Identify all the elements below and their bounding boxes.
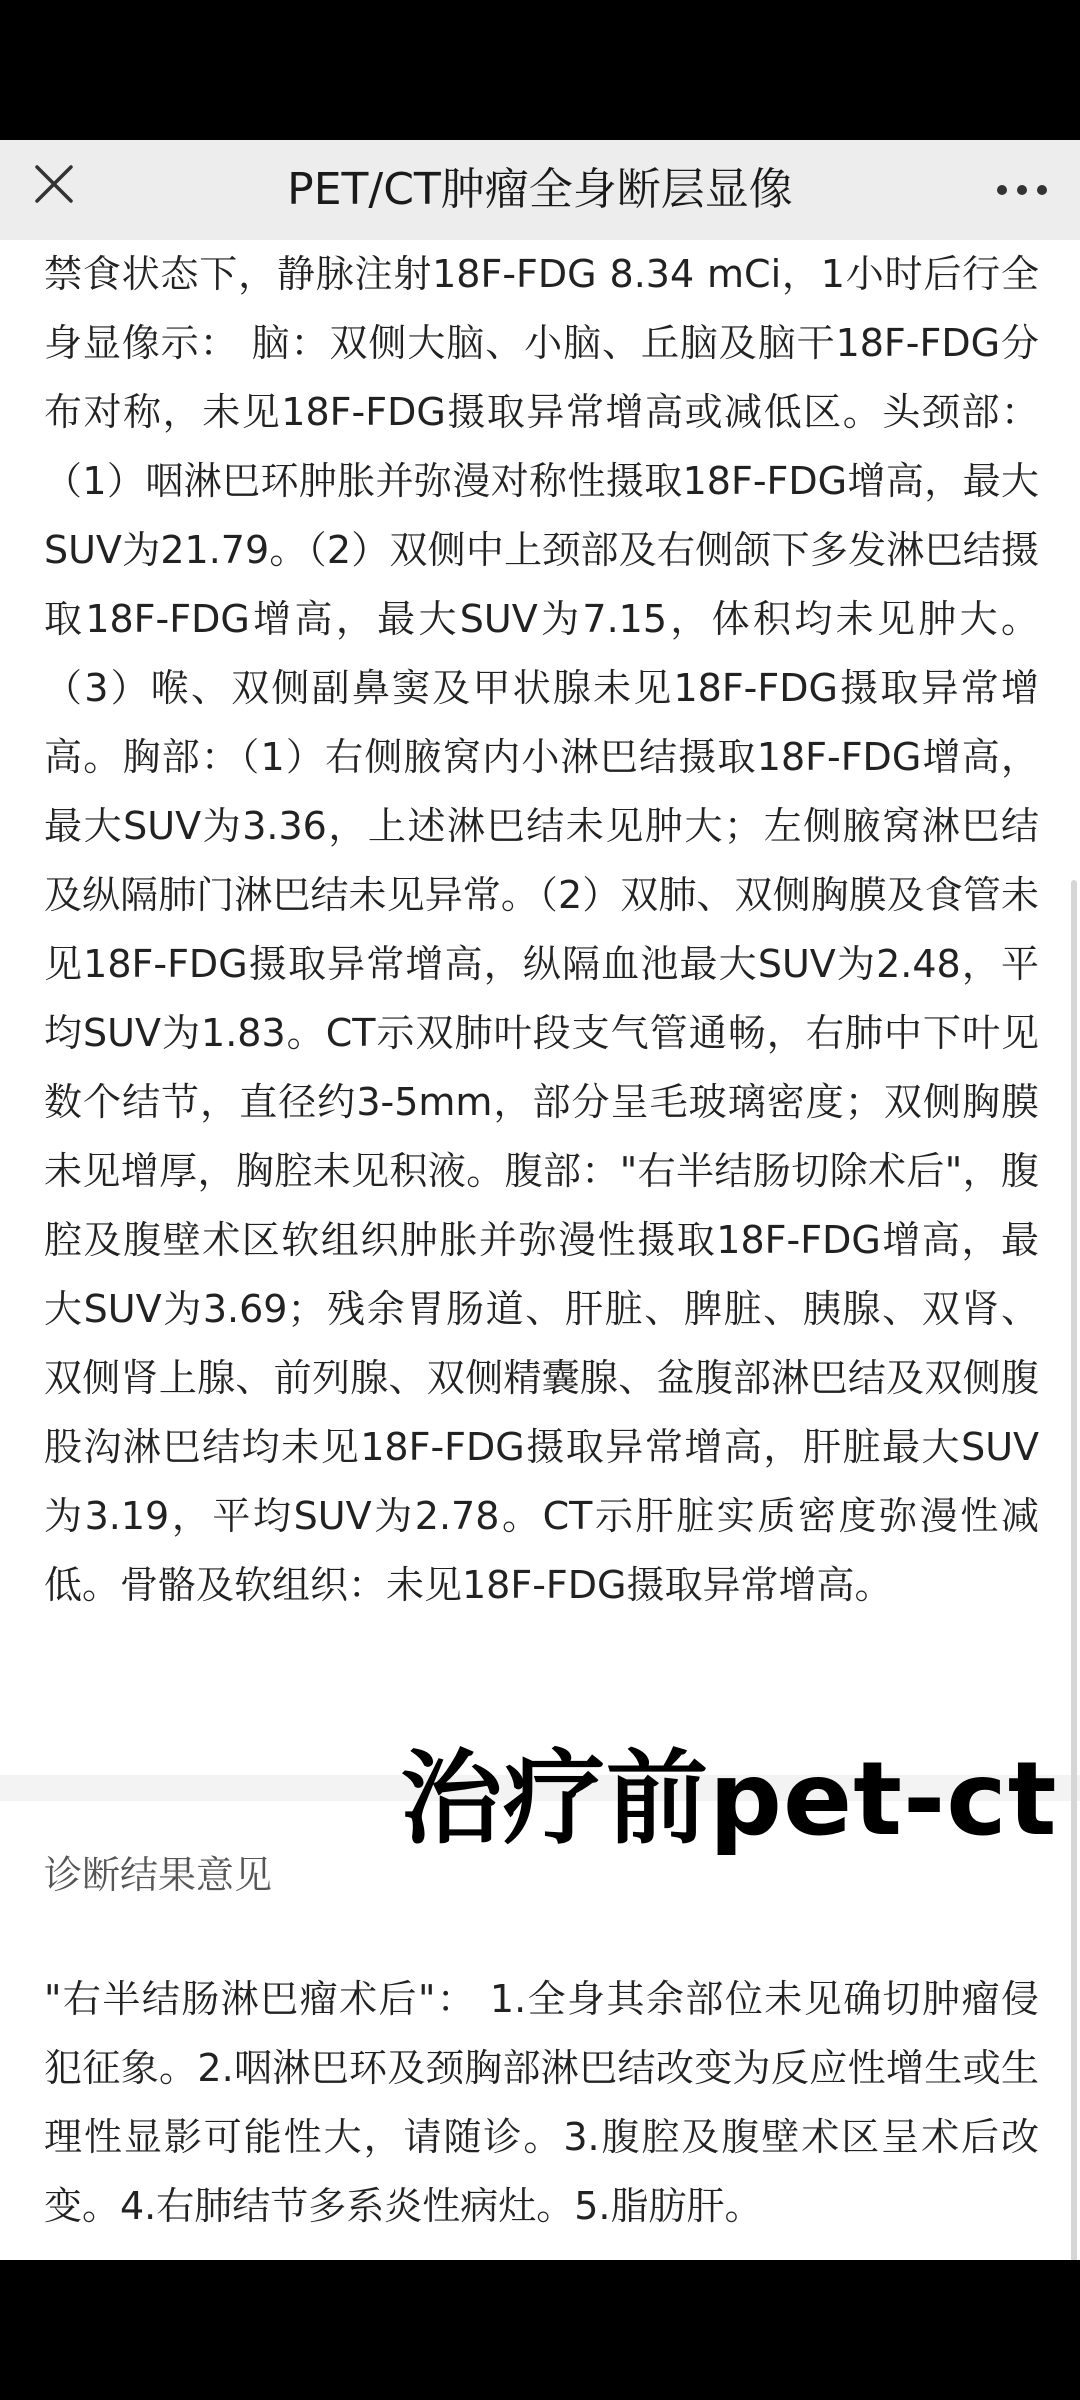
- scrollbar[interactable]: [1071, 880, 1077, 2260]
- overlay-caption: 治疗前pet-ct: [400, 1740, 1058, 1859]
- bottom-system-bar: [0, 2260, 1080, 2400]
- diagnosis-heading: 诊断结果意见: [44, 1853, 273, 1897]
- close-icon: [34, 164, 74, 204]
- diagnosis-conclusion-text: "右半结肠淋巴瘤术后"： 1.全身其余部位未见确切肿瘤侵犯征象。2.咽淋巴环及颈胸部淋巴结改变为反应性增生或生理性显影可能性大，请随诊。3.腹腔及腹壁术区呈术后改变。4.右肺结节多系炎性病灶。5.脂肪肝。: [44, 1977, 1039, 2228]
- page-title: PET/CT肿瘤全身断层显像: [287, 164, 793, 215]
- report-content[interactable]: [0, 240, 1080, 2260]
- more-dots-icon: [996, 183, 1048, 197]
- findings-text: 禁食状态下，静脉注射18F-FDG 8.34 mCi，1小时后行全身显像示： 脑：双侧大脑、小脑、丘脑及脑干18F-FDG分布对称，未见18F-FDG摄取异常增高或减低区。头颈部：（1）咽淋巴环肿胀并弥漫对称性摄取18F-FDG增高，最大SUV为21.79。（2）双侧中上颈部及右侧颌下多发淋巴结摄取18F-FDG增高，最大SUV为7.15，体积均未见肿大。（3）喉、双侧副鼻窦及甲状腺未见18F-FDG摄取异常增高。胸部：（1）右侧腋窝内小淋巴结摄取18F-FDG增高，最大SUV为3.36，上述淋巴结未见肿大；左侧腋窝淋巴结及纵隔肺门淋巴结未见异常。（2）双肺、双侧胸膜及食管未见18F-FDG摄取异常增高，纵隔血池最大SUV为2.48，平均SUV为1.83。CT示双肺叶段支气管通畅，右肺中下叶见数个结节，直径约3-5mm，部分呈毛玻璃密度；双侧胸膜未见增厚，胸腔未见积液。腹部："右半结肠切除术后"，腹腔及腹壁术区软组织肿胀并弥漫性摄取18F-FDG增高，最大SUV为3.69；残余胃肠道、肝脏、脾脏、胰腺、双肾、双侧肾上腺、前列腺、双侧精囊腺、盆腹部淋巴结及双侧腹股沟淋巴结均未见18F-FDG摄取异常增高，肝脏最大SUV为3.19，平均SUV为2.78。CT示肝脏实质密度弥漫性减低。骨骼及软组织：未见18F-FDG摄取异常增高。: [44, 252, 1039, 1607]
- close-button[interactable]: [22, 152, 86, 216]
- status-bar: [0, 0, 1080, 140]
- more-options-button[interactable]: [990, 158, 1054, 222]
- top-nav-bar: [0, 140, 1080, 240]
